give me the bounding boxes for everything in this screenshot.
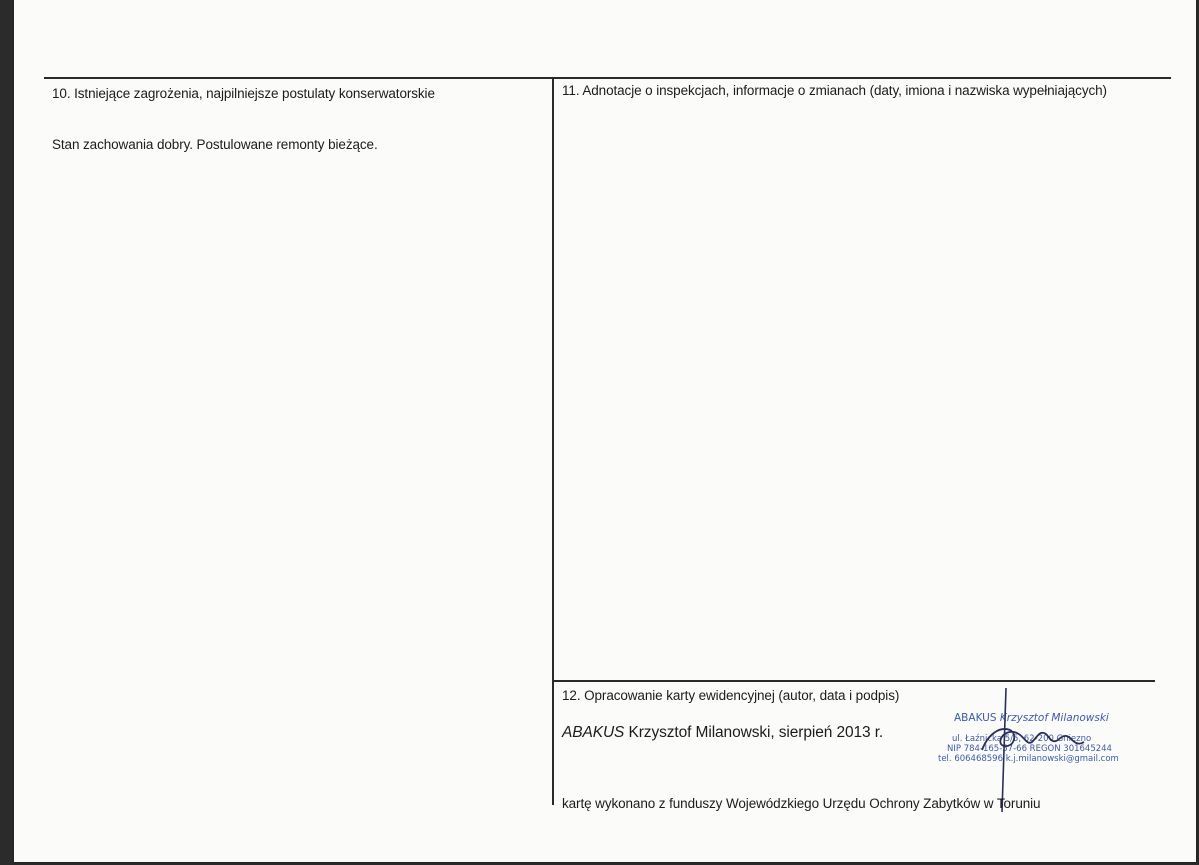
funding-note: kartę wykonano z funduszy Wojewódzkiego Urzędu Ochrony Zabytków w Toruniu xyxy=(562,796,1041,811)
section-11-heading: 11. Adnotacje o inspekcjach, informacje o zmianach (daty, imiona i nazwiska wypełniających) xyxy=(562,83,1107,98)
stamp-contact: tel. 606468596 k.j.milanowski@gmail.com xyxy=(938,754,1119,764)
stamp-address: ul. Łaźnicka 5/5, 62-200 Gniezno xyxy=(952,734,1092,744)
section-12-heading: 12. Opracowanie karty ewidencyjnej (autor, data i podpis) xyxy=(562,688,900,703)
author-brand: ABAKUS xyxy=(562,724,625,741)
top-rule xyxy=(44,77,1171,79)
author-rest: Krzysztof Milanowski, sierpień 2013 r. xyxy=(624,724,884,741)
section-10-heading: 10. Istniejące zagrożenia, najpilniejsze postulaty konserwatorskie xyxy=(52,86,435,101)
stamp-ids: NIP 784-165-57-66 REGON 301645244 xyxy=(947,744,1112,754)
stamp-brand: ABAKUS xyxy=(954,712,997,724)
document-page xyxy=(14,0,1196,862)
section-10-body: Stan zachowania dobry. Postulowane remonty bieżące. xyxy=(52,137,378,152)
section-12-rule xyxy=(552,680,1155,682)
author-line xyxy=(562,724,883,742)
column-divider xyxy=(552,77,554,805)
stamp-person: Krzysztof Milanowski xyxy=(999,712,1109,724)
